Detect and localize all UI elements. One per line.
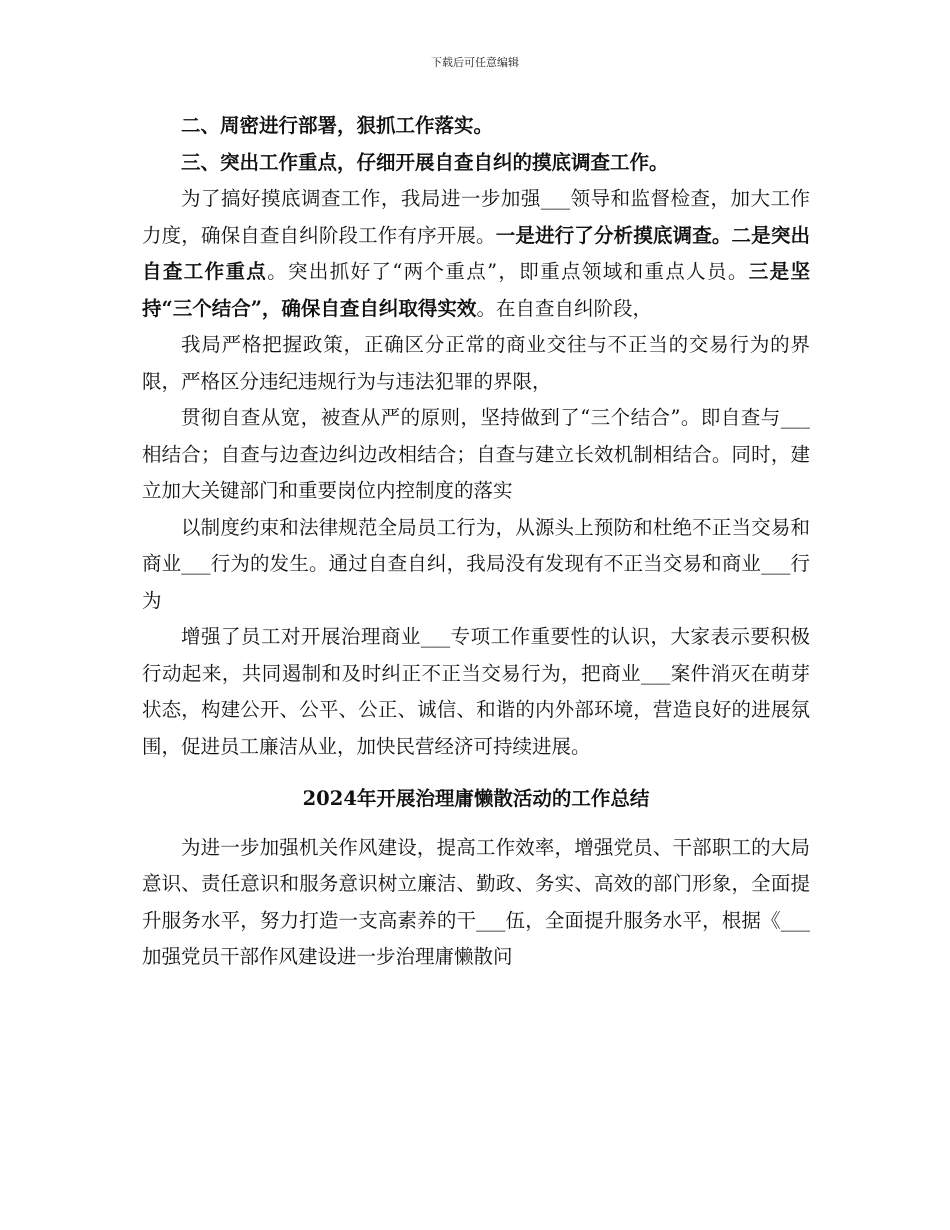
paragraph-policy: 我局严格把握政策，正确区分正常的商业交往与不正当的交易行为的界限，严格区分违纪违规行为与违法犯罪的界限， (142, 333, 810, 393)
document-title: 2024年开展治理庸懒散活动的工作总结 (302, 787, 650, 810)
paragraph-survey-text-1: 为了搞好摸底调查工作，我局进一步加强___领导和监督检查，加大工作力度，确保自查自纠阶段工作有序开展。 (142, 187, 810, 247)
paragraph-awareness: 增强了员工对开展治理商业___专项工作重要性的认识，大家表示要积极行动起来，共同遏制和及时纠正不正当交易行为，把商业___案件消灭在萌芽状态，构建公开、公平、公正、诚信、和谐的内外部环境，营造良好的进展氛围，促进员工廉洁从业，加快民营经济可持续进展。 (142, 625, 810, 758)
paragraph-survey-text-2: 。突出抓好了“两个重点”，即重点领域和重点人员。 (267, 260, 749, 283)
document-body (142, 108, 810, 976)
section-heading-3: 三、突出工作重点，仔细开展自查自纠的摸底调查工作。 (181, 150, 669, 174)
paragraph-regulation: 以制度约束和法律规范全局员工行为，从源头上预防和杜绝不正当交易和商业___行为的发生。通过自查自纠，我局没有发现有不正当交易和商业___行为 (142, 515, 810, 612)
paragraph-intro: 为进一步加强机关作风建设，提高工作效率，增强党员、干部职工的大局意识、责任意识和服务意识树立廉洁、勤政、务实、高效的部门形象，全面提升服务水平，努力打造一支高素养的干___伍，全面提升服务水平，根据《___加强党员干部作风建设进一步治理庸懒散问 (142, 835, 810, 968)
paragraph-principle: 贯彻自查从宽，被查从严的原则，坚持做到了“三个结合”。即自查与___相结合；自查与边查边纠边改相结合；自查与建立长效机制相结合。同时，建立加大关键部门和重要岗位内控制度的落实 (142, 406, 810, 502)
paragraph-survey (142, 181, 810, 327)
paragraph-survey-bold-1: 一是进行了分析摸底调查。 (495, 223, 732, 247)
paragraph-survey-bold-2: 二是突出自查工作重点 (142, 223, 810, 283)
paragraph-survey-bold-3: 三是坚持“三个结合”，确保自查自纠取得实效 (142, 260, 810, 320)
page-header-note: 下载后可任意编辑 (431, 56, 519, 69)
section-heading-2: 二、周密进行部署，狠抓工作落实。 (181, 114, 494, 137)
paragraph-survey-text-3: 。在自查自纠阶段， (476, 296, 652, 320)
